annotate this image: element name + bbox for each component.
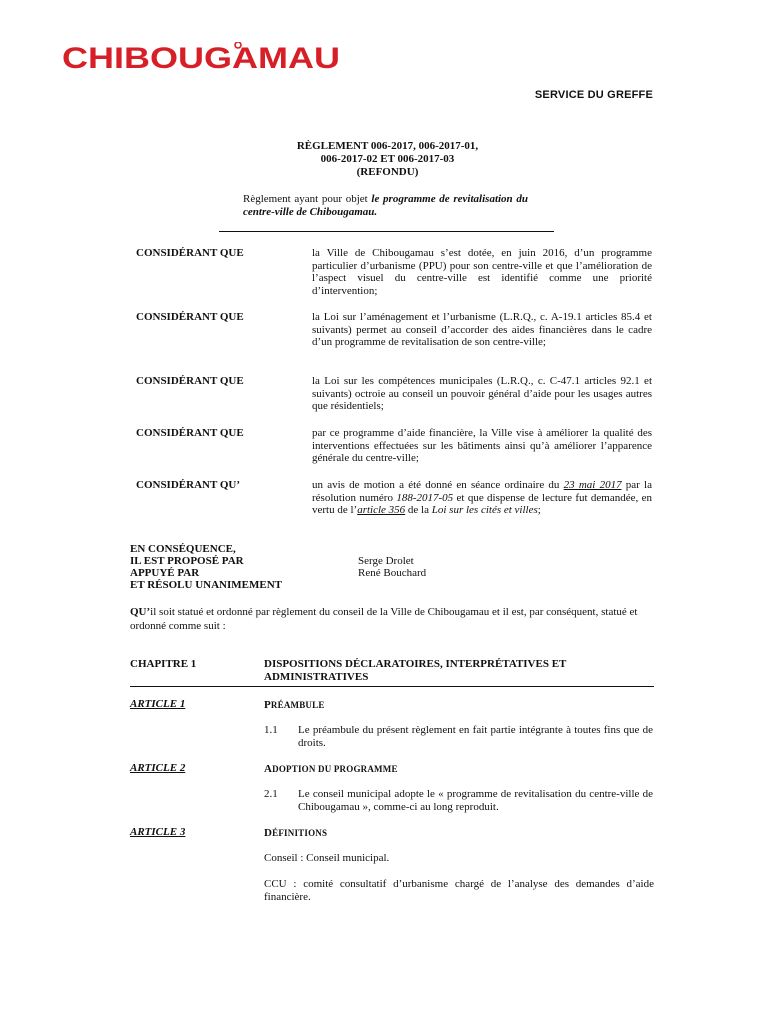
service-heading: SERVICE DU GREFFE <box>534 89 653 101</box>
section-text-1-1: Le préambule du présent règlement en fait partie intégrante à toutes fins que de droits. <box>298 724 653 749</box>
considerant-label-5: CONSIDÉRANT QU’ <box>136 479 241 491</box>
definition-conseil: Conseil : Conseil municipal. <box>264 852 390 864</box>
title-line-3: (REFONDU) <box>356 166 419 178</box>
considerant-label-3: CONSIDÉRANT QUE <box>136 375 244 387</box>
article-1-title: PRÉAMBULE <box>264 699 325 711</box>
article-2-title: ADOPTION DU PROGRAMME <box>264 763 398 775</box>
chapter-title: DISPOSITIONS DÉCLARATOIRES, INTERPRÉTATIVES ET ADMINISTRATIVES <box>264 658 567 683</box>
considerant-label-4: CONSIDÉRANT QUE <box>136 427 244 439</box>
bylaw-object: Règlement ayant pour objet le programme de revitalisation du centre-ville de Chibougamau. <box>243 193 528 218</box>
consequence-line-4: ET RÉSOLU UNANIMEMENT <box>130 579 282 591</box>
article-3-label: ARTICLE 3 <box>130 826 186 838</box>
article-2-label: ARTICLE 2 <box>130 762 186 774</box>
title-line-1: RÈGLEMENT 006-2017, 006-2017-01, <box>296 140 479 152</box>
title-line-2: 006-2017-02 ET 006-2017-03 <box>320 153 455 165</box>
considerant-label-2: CONSIDÉRANT QUE <box>136 311 244 323</box>
seconder-name: René Bouchard <box>358 567 427 579</box>
section-text-2-1: Le conseil municipal adopte le « programme de revitalisation du centre-ville de Chibougamau », comme-ci au long reproduit. <box>298 788 653 813</box>
proposer-name: Serge Drolet <box>358 555 414 567</box>
considerant-text-2: la Loi sur l’aménagement et l’urbanisme (L.R.Q., c. A-19.1 articles 85.4 et suivants) permet au conseil d’accorder des aides financières dans le cadre d’un programme de revitalisation de son centre-ville; <box>312 311 652 348</box>
consequence-line-1: EN CONSÉQUENCE, <box>130 543 236 555</box>
chibougamau-logo <box>62 42 342 72</box>
section-number-1-1: 1.1 <box>264 724 278 736</box>
chapter-label: CHAPITRE 1 <box>130 658 197 670</box>
chapter-divider <box>130 686 654 687</box>
considerant-text-3: la Loi sur les compétences municipales (L.R.Q., c. C-47.1 articles 92.1 et suivants) octroie au conseil un pouvoir général d’aide pour les usages autres que résidentiels; <box>312 375 652 412</box>
enactment-clause: QU’il soit statué et ordonné par règlement du conseil de la Ville de Chibougamau et il est, par conséquent, statué et ordonné comme suit : <box>130 606 638 632</box>
considerant-text-5: un avis de motion a été donné en séance ordinaire du 23 mai 2017 par la résolution numéro 188-2017-05 et que dispense de lecture fut demandée, en vertu de l’article 356 de la Loi sur les cités et villes; <box>312 479 652 516</box>
considerant-text-1: la Ville de Chibougamau s’est dotée, en juin 2016, d’un programme particulier d’urbanisme (PPU) pour son centre-ville et que l’amélioration de l’aspect visuel du centre-ville est identifié comme une priorité d’intervention; <box>312 247 652 297</box>
definition-ccu: CCU : comité consultatif d’urbanisme chargé de l’analyse des demandes d’aide financière. <box>264 878 654 903</box>
title-divider <box>219 231 554 232</box>
section-number-2-1: 2.1 <box>264 788 278 800</box>
article-1-label: ARTICLE 1 <box>130 698 186 710</box>
article-3-title: DÉFINITIONS <box>264 827 328 839</box>
considerant-text-4: par ce programme d’aide financière, la Ville vise à améliorer la qualité des interventions effectuées sur les bâtiments ainsi qu’à améliorer l’apparence générale du centre-ville; <box>312 427 652 464</box>
consequence-line-2: IL EST PROPOSÉ PAR <box>130 555 244 567</box>
consequence-line-3: APPUYÉ PAR <box>130 567 200 579</box>
svg-text:CHIBOUGAMAU: CHIBOUGAMAU <box>62 42 340 72</box>
considerant-label-1: CONSIDÉRANT QUE <box>136 247 244 259</box>
